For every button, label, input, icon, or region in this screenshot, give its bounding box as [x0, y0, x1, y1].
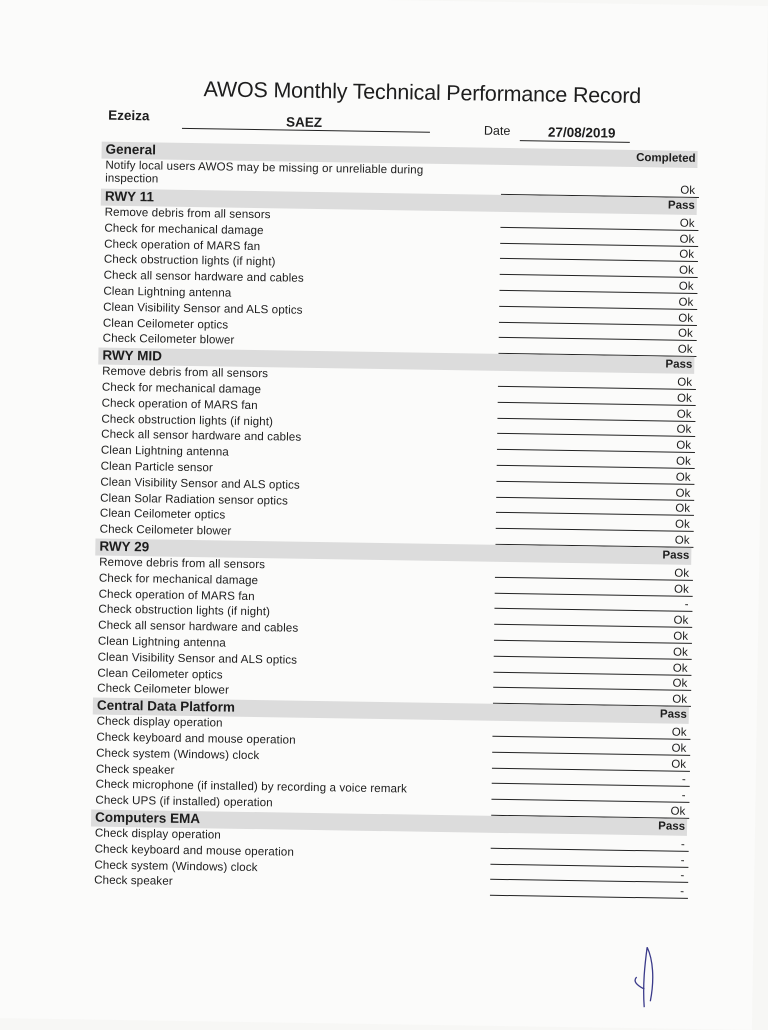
item-result: Ok [675, 487, 691, 500]
item-label: Check all sensor hardware and cables [98, 618, 299, 635]
section-title: Central Data Platform [96, 697, 236, 715]
result-line [490, 895, 688, 899]
item-label: Clean Ceilometer optics [99, 506, 226, 522]
item-label: Remove debris from all sensors [102, 364, 269, 381]
station-name: Ezeiza [108, 107, 150, 124]
item-result: Ok [680, 184, 696, 197]
item-label: Check keyboard and mouse operation [96, 730, 296, 747]
item-label: Check system (Windows) clock [94, 858, 258, 874]
item-label: Remove debris from all sensors [99, 555, 266, 572]
section-title: Computers EMA [95, 809, 201, 827]
item-result: - [681, 774, 686, 787]
item-result: Ok [679, 249, 695, 262]
item-label: Check UPS (if installed) operation [95, 793, 273, 810]
item-result: Ok [677, 328, 693, 341]
item-result: Ok [671, 758, 687, 771]
item-result: Ok [678, 264, 694, 278]
item-label: Clean Ceilometer optics [97, 666, 223, 682]
item-result: Ok [673, 583, 689, 596]
item-label: Clean Ceilometer optics [102, 316, 229, 332]
technician-name: SAEZ [285, 114, 323, 131]
item-label: Check keyboard and mouse operation [94, 842, 295, 859]
item-result: Ok [672, 662, 688, 675]
item-label: Remove debris from all sensors [104, 205, 271, 222]
item-label: Check microphone (if installed) by recording a voice remark [95, 777, 408, 796]
item-result: - [680, 870, 685, 883]
item-label: Check for mechanical damage [98, 571, 259, 587]
item-result: Ok [671, 726, 687, 739]
item-result: Ok [678, 280, 694, 293]
section-status: Pass [662, 549, 690, 562]
item-result: Ok [672, 646, 688, 659]
item-label: Check obstruction lights (if night) [101, 412, 274, 428]
item-result: Ok [676, 424, 692, 437]
item-result: Ok [675, 471, 691, 484]
item-label: Check all sensor hardware and cables [103, 268, 304, 285]
item-label: Clean Lightning antenna [103, 284, 232, 300]
item-label: Check obstruction lights (if night) [103, 253, 276, 269]
item-label: Clean Visibility Sensor and ALS optics [100, 475, 300, 492]
item-result: Ok [673, 614, 689, 628]
item-result: - [680, 854, 685, 867]
item-label: Clean Visibility Sensor and ALS optics [103, 300, 303, 317]
item-result: - [680, 885, 685, 899]
item-result: Ok [679, 217, 695, 230]
item-label: Check obstruction lights (if night) [98, 602, 271, 619]
item-label: Clean Lightning antenna [100, 443, 229, 459]
item-label: Check for mechanical damage [104, 221, 264, 237]
item-result: Ok [676, 408, 692, 421]
item-result: Ok [674, 518, 690, 532]
item-label: Clean Visibility Sensor and ALS optics [97, 650, 298, 667]
item-result: - [680, 838, 685, 851]
page-title: AWOS Monthly Technical Performance Record [203, 77, 642, 109]
section-title: RWY 11 [104, 188, 155, 205]
item-result: Ok [679, 233, 695, 246]
item-result: Ok [678, 296, 694, 309]
item-label: Notify local users AWOS may be missing or unreliable during inspection [105, 158, 424, 186]
item-result: Ok [672, 693, 688, 707]
item-label: Check system (Windows) clock [96, 746, 260, 762]
item-label: Check operation of MARS fan [98, 587, 255, 603]
item-result: - [684, 599, 689, 612]
item-label: Clean Particle sensor [100, 459, 214, 475]
item-label: Check operation of MARS fan [104, 237, 261, 253]
item-result: Ok [670, 805, 686, 818]
item-result: Ok [676, 392, 692, 405]
item-result: Ok [674, 567, 690, 580]
section-title: General [105, 141, 157, 158]
item-result: Ok [675, 455, 691, 468]
section-status: Pass [665, 358, 693, 372]
item-label: Check Ceilometer blower [102, 332, 235, 348]
date-label: Date [483, 123, 511, 139]
item-result: Ok [672, 678, 688, 691]
item-result: Ok [677, 343, 693, 357]
section-status: Completed [636, 151, 696, 165]
item-result: Ok [677, 376, 693, 389]
item-label: Clean Lightning antenna [97, 634, 226, 650]
section-status: Pass [659, 708, 687, 722]
item-label: Check speaker [95, 762, 175, 777]
item-label: Check Ceilometer blower [99, 522, 232, 538]
item-label: Clean Solar Radiation sensor optics [100, 491, 289, 508]
item-label: Check all sensor hardware and cables [101, 428, 302, 445]
section-status: Pass [667, 199, 695, 212]
item-result: Ok [676, 439, 692, 453]
item-result: Ok [671, 742, 687, 755]
item-result: Ok [678, 312, 694, 325]
item-result: Ok [674, 534, 690, 547]
date-value: 27/08/2019 [547, 124, 616, 141]
section-status: Pass [658, 820, 686, 833]
item-label: Check display operation [96, 714, 223, 730]
item-result: Ok [675, 503, 691, 516]
item-result: Ok [673, 630, 689, 643]
item-label: Check for mechanical damage [101, 380, 262, 397]
item-label: Check display operation [94, 826, 222, 842]
item-result: - [681, 789, 686, 803]
signature-mark [624, 939, 675, 1015]
section-title: RWY 29 [99, 538, 150, 555]
item-label: Check Ceilometer blower [97, 681, 230, 698]
item-label: Check operation of MARS fan [101, 396, 258, 412]
item-label: Check speaker [94, 873, 173, 889]
section-title: RWY MID [102, 347, 163, 364]
